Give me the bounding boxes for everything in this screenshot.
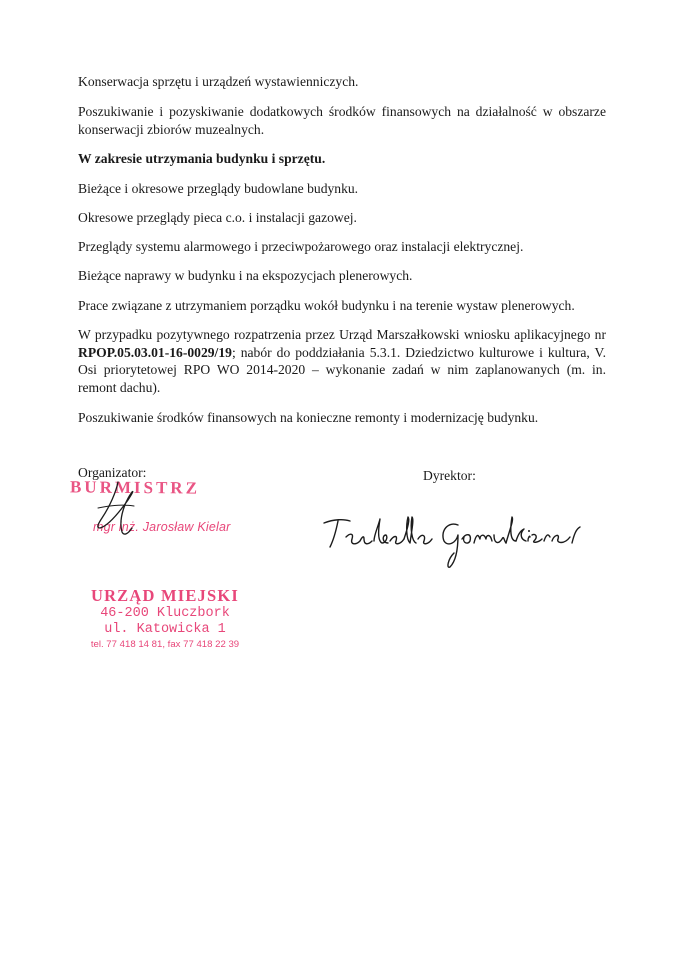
rpo-text-after: ; nabór do poddziałania 5.3.1. Dziedzictwo kulturowe i kultura, V. Osi priorytetowej RPO WO 2014-2020 – wykonanie zadań w nim zaplanowanych (m. in. remont dachu). <box>78 344 606 395</box>
burmistrz-name-stamp: mgr inż. Jarosław Kielar <box>93 520 231 534</box>
office-stamp-name: URZĄD MIEJSKI <box>90 586 240 605</box>
director-label: Dyrektor: <box>423 468 476 483</box>
office-stamp <box>70 586 260 650</box>
paragraph-funding-conservation: Poszukiwanie i pozyskiwanie dodatkowych środków finansowych na działalność w obszarze konserwacji zbiorów muzealnych. <box>78 104 606 137</box>
paragraph-conservation-equipment: Konserwacja sprzętu i urządzeń wystawienniczych. <box>78 74 359 89</box>
rpo-application-number: RPOP.05.03.01-16-0029/19 <box>78 344 232 360</box>
paragraph-repairs: Bieżące naprawy w budynku i na ekspozycjach plenerowych. <box>78 268 413 283</box>
mayor-signature <box>88 478 148 540</box>
section-heading-building-maintenance: W zakresie utrzymania budynku i sprzętu. <box>78 151 326 166</box>
paragraph-order-maintenance: Prace związane z utrzymaniem porządku wokół budynku i na terenie wystaw plenerowych. <box>78 298 575 313</box>
director-signature <box>320 505 590 575</box>
burmistrz-stamp: BURMISTRZ <box>69 477 201 498</box>
paragraph-furnace-inspections: Okresowe przeglądy pieca c.o. i instalacji gazowej. <box>78 210 357 225</box>
paragraph-building-inspections: Bieżące i okresowe przeglądy budowlane budynku. <box>78 181 359 196</box>
paragraph-renovation-funding: Poszukiwanie środków finansowych na konieczne remonty i modernizację budynku. <box>78 410 539 425</box>
office-stamp-contact: tel. 77 418 14 81, fax 77 418 22 39 <box>90 639 240 650</box>
rpo-text-before: W przypadku pozytywnego rozpatrzenia przez Urząd Marszałkowski wniosku aplikacyjnego nr <box>78 327 606 342</box>
office-stamp-street: ul. Katowicka 1 <box>104 622 226 637</box>
paragraph-rpo-application <box>78 326 606 396</box>
office-stamp-city: 46-200 Kluczbork <box>100 606 230 621</box>
organizer-label: Organizator: <box>78 465 147 480</box>
paragraph-alarm-inspections: Przeglądy systemu alarmowego i przeciwpożarowego oraz instalacji elektrycznej. <box>78 239 524 254</box>
